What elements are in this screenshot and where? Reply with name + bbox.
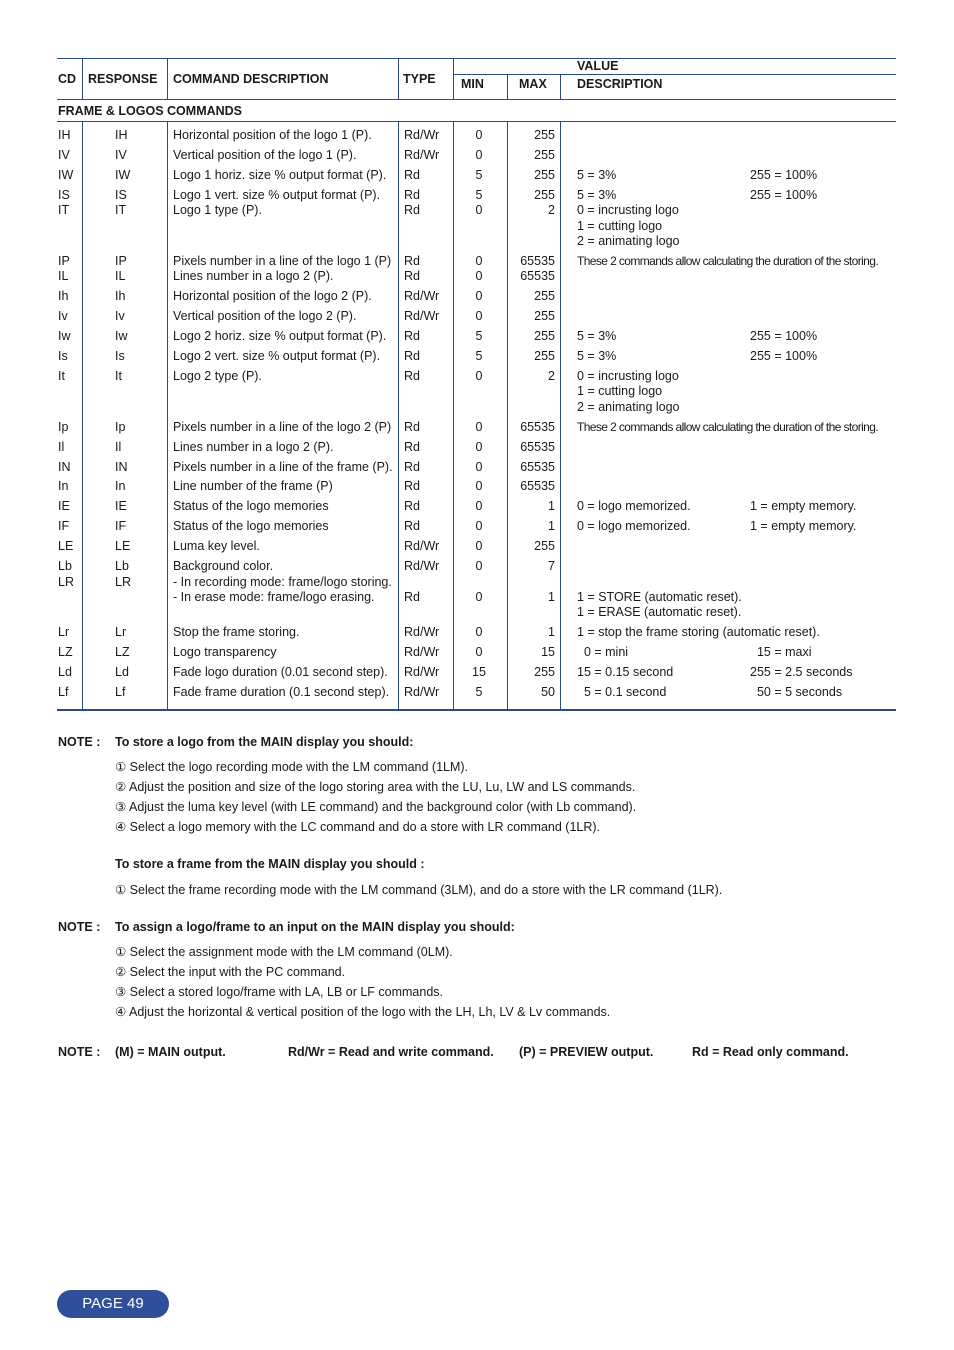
table-cell-desc: Pixels number in a line of the logo 2 (P) xyxy=(173,420,392,434)
table-cell-resp: IS xyxy=(115,188,127,202)
table-cell-type: Rd xyxy=(404,349,420,363)
table-cell-resp: Ih xyxy=(115,289,126,303)
table-cell-resp: Iw xyxy=(115,329,128,343)
table-cell-d1: 1 = cutting logo xyxy=(577,384,663,398)
table-cell-max: 65535 xyxy=(520,479,555,493)
table-cell-max: 65535 xyxy=(520,440,555,454)
table-cell-cd: IH xyxy=(58,128,71,142)
table-cell-type: Rd xyxy=(404,440,420,454)
table-cell-type: Rd/Wr xyxy=(404,685,440,699)
table-cell-d1: 0 = incrusting logo xyxy=(577,203,679,217)
table-cell-resp: LE xyxy=(115,539,131,553)
table-cell-desc: Logo 1 horiz. size % output format (P). xyxy=(173,168,387,182)
table-cell-type: Rd xyxy=(404,188,420,202)
table-cell-max: 255 xyxy=(534,148,555,162)
header-description: DESCRIPTION xyxy=(577,77,663,91)
table-cell-resp: In xyxy=(115,479,126,493)
table-cell-resp: IV xyxy=(115,148,127,162)
header-vline-desc xyxy=(398,58,399,99)
table-cell-max: 255 xyxy=(534,309,555,323)
table-cell-resp: IH xyxy=(115,128,128,142)
table-cell-d1: 2 = animating logo xyxy=(577,234,680,248)
table-cell-desc: Background color. xyxy=(173,559,274,573)
table-cell-type: Rd xyxy=(404,203,420,217)
table-cell-min: 0 xyxy=(475,519,483,533)
table-cell-cd: IF xyxy=(58,519,70,533)
table-cell-resp: IT xyxy=(115,203,127,217)
table-cell-resp: LZ xyxy=(115,645,130,659)
table-cell-type: Rd/Wr xyxy=(404,665,440,679)
table-cell-min: 0 xyxy=(475,309,483,323)
table-cell-max: 65535 xyxy=(520,420,555,434)
note-logo-step-4: ④ Select a logo memory with the LC command and do a store with LR command (1LR). xyxy=(115,820,601,834)
note-label-3: NOTE : xyxy=(58,1045,101,1059)
header-max: MAX xyxy=(519,77,547,91)
section-title: FRAME & LOGOS COMMANDS xyxy=(58,104,243,118)
table-cell-desc: Luma key level. xyxy=(173,539,260,553)
table-cell-cd: Is xyxy=(58,349,68,363)
table-cell-cd: IE xyxy=(58,499,70,513)
note-label-1: NOTE : xyxy=(58,735,101,749)
page-number-badge: PAGE 49 xyxy=(57,1290,169,1318)
header-type: TYPE xyxy=(403,72,436,86)
table-cell-desc: Pixels number in a line of the frame (P). xyxy=(173,460,393,474)
table-cell-desc: Vertical position of the logo 2 (P). xyxy=(173,309,357,323)
table-cell-min: 5 xyxy=(475,349,483,363)
header-value: VALUE xyxy=(577,59,619,73)
table-cell-cd: Lf xyxy=(58,685,69,699)
table-cell-resp: IW xyxy=(115,168,131,182)
table-cell-max: 7 xyxy=(548,559,555,573)
table-cell-type: Rd/Wr xyxy=(404,289,440,303)
table-cell-cd: Ip xyxy=(58,420,69,434)
header-vline-response xyxy=(167,58,168,99)
table-cell-cd: Il xyxy=(58,440,65,454)
table-cell-desc: Horizontal position of the logo 2 (P). xyxy=(173,289,372,303)
table-cell-resp: Iv xyxy=(115,309,125,323)
table-cell-type: Rd xyxy=(404,254,420,268)
table-cell-resp: IL xyxy=(115,269,126,283)
table-cell-d1: These 2 commands allow calculating the duration of the storing. xyxy=(577,254,879,268)
table-cell-min: 0 xyxy=(475,479,483,493)
table-cell-d1: 0 = logo memorized. xyxy=(577,499,691,513)
table-cell-d2: 1 = empty memory. xyxy=(750,499,857,513)
table-cell-d1: 0 = logo memorized. xyxy=(577,519,691,533)
header-top-rule xyxy=(57,58,896,59)
table-bottom-rule xyxy=(57,709,896,711)
table-cell-min: 0 xyxy=(475,625,483,639)
table-cell-cd: IT xyxy=(58,203,70,217)
table-cell-desc: Line number of the frame (P) xyxy=(173,479,333,493)
table-cell-desc: Fade frame duration (0.1 second step). xyxy=(173,685,390,699)
table-cell-d1: 5 = 0.1 second xyxy=(577,685,667,699)
table-cell-desc: Logo 1 vert. size % output format (P). xyxy=(173,188,381,202)
note-assign-step-2: ② Select the input with the PC command. xyxy=(115,965,346,979)
table-cell-type: Rd xyxy=(404,519,420,533)
table-cell-min: 0 xyxy=(475,369,483,383)
table-cell-d2: 255 = 100% xyxy=(750,329,818,343)
note-assign-title: To assign a logo/frame to an input on the MAIN display you should: xyxy=(115,920,515,934)
table-cell-resp: IP xyxy=(115,254,127,268)
table-cell-d1: 0 = incrusting logo xyxy=(577,369,679,383)
table-cell-d2: 50 = 5 seconds xyxy=(750,685,843,699)
table-cell-desc: Logo 1 type (P). xyxy=(173,203,262,217)
table-cell-max: 255 xyxy=(534,168,555,182)
header-vline-max xyxy=(560,74,561,99)
table-cell-min: 0 xyxy=(475,559,483,573)
table-cell-cd: IW xyxy=(58,168,74,182)
table-cell-type: Rd xyxy=(404,369,420,383)
table-cell-d1: 5 = 3% xyxy=(577,329,617,343)
table-cell-desc: Lines number in a logo 2 (P). xyxy=(173,269,334,283)
table-cell-max: 65535 xyxy=(520,254,555,268)
table-cell-d1: 1 = cutting logo xyxy=(577,219,663,233)
table-cell-desc: Vertical position of the logo 1 (P). xyxy=(173,148,357,162)
table-cell-resp: Lr xyxy=(115,625,127,639)
table-cell-desc: Lines number in a logo 2 (P). xyxy=(173,440,334,454)
table-cell-cd: In xyxy=(58,479,69,493)
table-cell-type: Rd xyxy=(404,590,420,604)
note-assign-step-1: ① Select the assignment mode with the LM command (0LM). xyxy=(115,945,453,959)
table-cell-cd: Lb xyxy=(58,559,72,573)
table-cell-type: Rd/Wr xyxy=(404,148,440,162)
table-cell-max: 2 xyxy=(548,369,555,383)
table-cell-resp: Ld xyxy=(115,665,129,679)
table-cell-min: 5 xyxy=(475,329,483,343)
table-cell-cd: LZ xyxy=(58,645,73,659)
note-assign-step-4: ④ Adjust the horizontal & vertical position of the logo with the LH, Lh, LV & Lv commands. xyxy=(115,1005,611,1019)
table-cell-min: 5 xyxy=(475,188,483,202)
table-cell-cd: IL xyxy=(58,269,69,283)
table-cell-max: 255 xyxy=(534,539,555,553)
table-cell-max: 255 xyxy=(534,188,555,202)
body-vline-max xyxy=(560,122,561,709)
table-cell-max: 1 xyxy=(548,590,555,604)
table-cell-desc: - In erase mode: frame/logo erasing. xyxy=(173,590,375,604)
table-cell-desc: Status of the logo memories xyxy=(173,519,329,533)
table-cell-min: 0 xyxy=(475,289,483,303)
header-cd: CD xyxy=(58,72,77,86)
table-cell-resp: Is xyxy=(115,349,125,363)
table-cell-d2: 15 = maxi xyxy=(750,645,812,659)
table-cell-min: 0 xyxy=(475,269,483,283)
table-cell-cd: LE xyxy=(58,539,74,553)
note-logo-step-1: ① Select the logo recording mode with the LM command (1LM). xyxy=(115,760,469,774)
table-cell-d1: 0 = mini xyxy=(577,645,629,659)
header-vline-min xyxy=(507,74,508,99)
table-cell-type: Rd xyxy=(404,420,420,434)
note-logo-step-3: ③ Adjust the luma key level (with LE command) and the background color (with Lb command). xyxy=(115,800,637,814)
table-cell-max: 255 xyxy=(534,289,555,303)
table-cell-resp: Il xyxy=(115,440,122,454)
table-cell-max: 1 xyxy=(548,625,555,639)
table-cell-type: Rd/Wr xyxy=(404,309,440,323)
table-cell-type: Rd xyxy=(404,479,420,493)
header-vline-type xyxy=(453,58,454,99)
legend-main-output: (M) = MAIN output. xyxy=(115,1045,226,1059)
table-cell-d2: 255 = 100% xyxy=(750,349,818,363)
table-cell-d1: 5 = 3% xyxy=(577,349,617,363)
table-cell-d1: 2 = animating logo xyxy=(577,400,680,414)
table-cell-desc: Logo 2 type (P). xyxy=(173,369,262,383)
note-frame-step-1: ① Select the frame recording mode with the LM command (3LM), and do a store with the LR command (1LR). xyxy=(115,883,723,897)
table-cell-cd: Ld xyxy=(58,665,72,679)
header-vline-cd xyxy=(82,58,83,99)
header-response: RESPONSE xyxy=(88,72,158,86)
table-cell-cd: Iv xyxy=(58,309,68,323)
table-cell-max: 50 xyxy=(541,685,555,699)
table-cell-type: Rd xyxy=(404,168,420,182)
table-cell-max: 1 xyxy=(548,519,555,533)
note-frame-title: To store a frame from the MAIN display you should : xyxy=(115,857,425,871)
table-cell-resp: IF xyxy=(115,519,127,533)
table-cell-d2: 255 = 2.5 seconds xyxy=(750,665,853,679)
table-cell-type: Rd xyxy=(404,269,420,283)
table-cell-resp: Ip xyxy=(115,420,126,434)
table-cell-min: 0 xyxy=(475,590,483,604)
table-cell-max: 255 xyxy=(534,349,555,363)
table-cell-max: 65535 xyxy=(520,269,555,283)
table-cell-desc: Horizontal position of the logo 1 (P). xyxy=(173,128,372,142)
table-cell-max: 15 xyxy=(541,645,555,659)
table-cell-cd: Ih xyxy=(58,289,69,303)
table-cell-min: 0 xyxy=(475,203,483,217)
header-min: MIN xyxy=(461,77,484,91)
table-cell-resp: IN xyxy=(115,460,128,474)
header-bottom-rule xyxy=(57,99,896,100)
body-vline-cd xyxy=(82,122,83,709)
value-sub-rule xyxy=(453,74,896,75)
table-cell-resp: It xyxy=(115,369,122,383)
table-cell-max: 2 xyxy=(548,203,555,217)
table-cell-d1: 1 = STORE (automatic reset). xyxy=(577,590,742,604)
section-rule xyxy=(57,121,896,122)
legend-preview-output: (P) = PREVIEW output. xyxy=(519,1045,654,1059)
table-cell-max: 1 xyxy=(548,499,555,513)
table-cell-desc: Status of the logo memories xyxy=(173,499,329,513)
table-cell-resp: Lf xyxy=(115,685,126,699)
table-cell-cd: LR xyxy=(58,575,74,589)
table-cell-desc: Fade logo duration (0.01 second step). xyxy=(173,665,388,679)
table-cell-min: 0 xyxy=(475,128,483,142)
table-cell-d1: These 2 commands allow calculating the duration of the storing. xyxy=(577,420,879,434)
table-cell-d2: 1 = empty memory. xyxy=(750,519,857,533)
table-cell-min: 0 xyxy=(475,645,483,659)
table-cell-resp: IE xyxy=(115,499,127,513)
table-cell-type: Rd xyxy=(404,329,420,343)
table-cell-max: 65535 xyxy=(520,460,555,474)
note-logo-step-2: ② Adjust the position and size of the logo storing area with the LU, Lu, LW and LS commands. xyxy=(115,780,636,794)
table-cell-type: Rd/Wr xyxy=(404,625,440,639)
table-cell-d2: 255 = 100% xyxy=(750,168,818,182)
table-cell-type: Rd/Wr xyxy=(404,128,440,142)
table-cell-min: 0 xyxy=(475,420,483,434)
table-cell-cd: Lr xyxy=(58,625,70,639)
table-cell-min: 5 xyxy=(475,168,483,182)
table-cell-cd: Iw xyxy=(58,329,71,343)
table-cell-desc: Pixels number in a line of the logo 1 (P) xyxy=(173,254,392,268)
header-command-description: COMMAND DESCRIPTION xyxy=(173,72,329,86)
table-cell-cd: IS xyxy=(58,188,70,202)
table-cell-desc: Logo 2 horiz. size % output format (P). xyxy=(173,329,387,343)
table-cell-desc: Logo 2 vert. size % output format (P). xyxy=(173,349,381,363)
table-cell-d1: 5 = 3% xyxy=(577,168,617,182)
table-cell-d1: 5 = 3% xyxy=(577,188,617,202)
legend-read-only: Rd = Read only command. xyxy=(692,1045,849,1059)
table-cell-max: 255 xyxy=(534,128,555,142)
table-cell-min: 0 xyxy=(475,254,483,268)
note-logo-title: To store a logo from the MAIN display you should: xyxy=(115,735,414,749)
table-cell-min: 5 xyxy=(475,685,483,699)
table-cell-min: 0 xyxy=(475,499,483,513)
table-cell-min: 0 xyxy=(475,539,483,553)
table-cell-desc: - In recording mode: frame/logo storing. xyxy=(173,575,392,589)
table-cell-type: Rd/Wr xyxy=(404,539,440,553)
table-cell-desc: Stop the frame storing. xyxy=(173,625,300,639)
table-cell-desc: Logo transparency xyxy=(173,645,277,659)
table-cell-d1: 1 = ERASE (automatic reset). xyxy=(577,605,742,619)
table-cell-d1: 15 = 0.15 second xyxy=(577,665,674,679)
table-cell-cd: It xyxy=(58,369,65,383)
table-cell-min: 0 xyxy=(475,460,483,474)
note-assign-step-3: ③ Select a stored logo/frame with LA, LB or LF commands. xyxy=(115,985,444,999)
table-cell-d1: 1 = stop the frame storing (automatic reset). xyxy=(577,625,820,639)
table-cell-type: Rd/Wr xyxy=(404,559,440,573)
table-cell-max: 255 xyxy=(534,329,555,343)
table-cell-cd: IV xyxy=(58,148,70,162)
table-cell-min: 15 xyxy=(472,665,486,679)
table-cell-d2: 255 = 100% xyxy=(750,188,818,202)
body-vline-type xyxy=(453,122,454,709)
table-cell-type: Rd xyxy=(404,499,420,513)
body-vline-response xyxy=(167,122,168,709)
table-cell-max: 255 xyxy=(534,665,555,679)
table-cell-cd: IP xyxy=(58,254,70,268)
table-cell-min: 0 xyxy=(475,148,483,162)
note-label-2: NOTE : xyxy=(58,920,101,934)
table-cell-type: Rd/Wr xyxy=(404,645,440,659)
table-cell-resp: Lb xyxy=(115,559,129,573)
legend-read-write: Rd/Wr = Read and write command. xyxy=(288,1045,494,1059)
table-cell-type: Rd xyxy=(404,460,420,474)
table-cell-min: 0 xyxy=(475,440,483,454)
table-cell-resp: LR xyxy=(115,575,131,589)
table-cell-cd: IN xyxy=(58,460,71,474)
